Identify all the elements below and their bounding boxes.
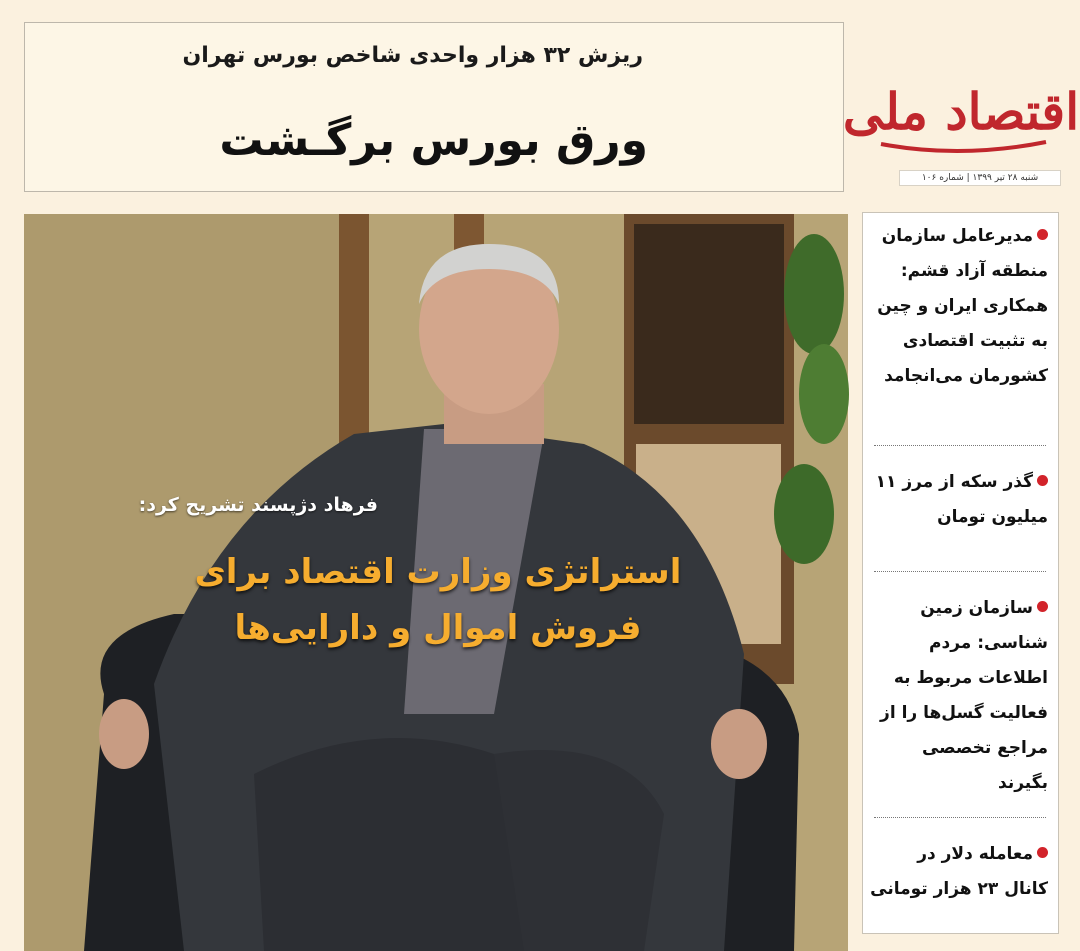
news-item-text: سازمان زمین شناسی: مردم اطلاعات مربوط به فعالیت گسل‌ها را از مراجع تخصصی بگیرند xyxy=(880,598,1048,793)
divider xyxy=(874,817,1046,818)
news-item-text: معامله دلار در کانال ۲۳ هزار تومانی xyxy=(870,844,1048,899)
divider xyxy=(874,445,1046,446)
masthead xyxy=(842,30,1080,185)
main-headline[interactable]: ورق بورس برگـشت xyxy=(219,115,648,166)
newspaper-logo[interactable] xyxy=(842,34,1080,169)
photo-headline[interactable]: استراتژی وزارت اقتصاد برای فروش اموال و دارایی‌ها xyxy=(194,552,682,648)
news-item-dollar[interactable] xyxy=(870,837,1048,907)
news-item-coin[interactable] xyxy=(870,465,1048,535)
bullet-icon xyxy=(1037,475,1048,486)
bullet-icon xyxy=(1037,601,1048,612)
dateline: شنبه ۲۸ تیر ۱۳۹۹ | شماره ۱۰۶ xyxy=(899,170,1061,186)
headline-box xyxy=(24,22,844,192)
lead-photo[interactable] xyxy=(24,214,848,951)
news-item-qeshm[interactable] xyxy=(870,219,1048,394)
bullet-icon xyxy=(1037,847,1048,858)
bullet-icon xyxy=(1037,229,1048,240)
logo-text: اقتصاد ملی xyxy=(842,82,1080,141)
photo-kicker: فرهاد دژپسند تشریح کرد: xyxy=(138,494,378,516)
news-sidebar xyxy=(862,212,1059,934)
news-item-geology[interactable] xyxy=(870,591,1048,801)
divider xyxy=(874,571,1046,572)
headline-kicker: ریزش ۳۲ هزار واحدی شاخص بورس تهران xyxy=(182,43,643,68)
news-item-text: گذر سکه از مرز ۱۱ میلیون تومان xyxy=(875,472,1048,527)
news-item-text: مدیرعامل سازمان منطقه آزاد قشم: همکاری ایران و چین به تثبیت اقتصادی کشورمان می‌انجامد xyxy=(877,226,1048,386)
